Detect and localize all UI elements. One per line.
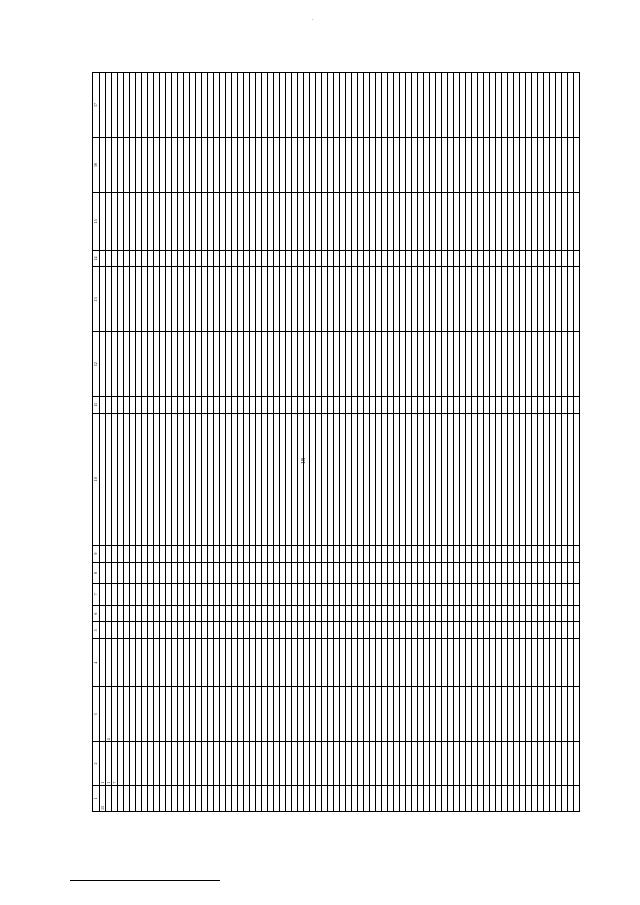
table-cell: 15 bbox=[100, 785, 106, 811]
column-number: 15 bbox=[93, 193, 100, 251]
table-cell bbox=[574, 584, 580, 606]
table-cell bbox=[574, 545, 580, 562]
rotated-table-container bbox=[92, 72, 522, 812]
table-cell bbox=[574, 73, 580, 138]
column-number: 1 bbox=[93, 785, 100, 811]
table-cell bbox=[574, 605, 580, 622]
table-cell bbox=[574, 687, 580, 742]
data-table bbox=[92, 72, 580, 812]
scan-dot-mark: · bbox=[312, 18, 314, 23]
footnote-rule bbox=[70, 880, 220, 881]
table-cell bbox=[574, 397, 580, 414]
column-number: 17 bbox=[93, 73, 100, 138]
table-cell: 7 bbox=[112, 742, 118, 785]
column-number: 7 bbox=[93, 584, 100, 606]
column-number: 11 bbox=[93, 397, 100, 414]
table-cell bbox=[574, 267, 580, 332]
column-number: 6 bbox=[93, 605, 100, 622]
column-number: 8 bbox=[93, 562, 100, 584]
column-number-row bbox=[93, 73, 100, 812]
table-cell bbox=[574, 413, 580, 545]
table-cell bbox=[574, 193, 580, 251]
column-number: 2 bbox=[93, 742, 100, 785]
column-number: 16 bbox=[93, 137, 100, 192]
column-number: 3 bbox=[93, 687, 100, 742]
table-cell bbox=[574, 562, 580, 584]
table-body bbox=[93, 73, 580, 812]
table-cell: 4 bbox=[106, 687, 112, 742]
table-cell bbox=[574, 250, 580, 267]
table-cell bbox=[574, 622, 580, 639]
table-cell: 1 bbox=[100, 742, 106, 785]
column-number: 9 bbox=[93, 545, 100, 562]
column-number: 4 bbox=[93, 639, 100, 687]
table-cell bbox=[574, 137, 580, 192]
column-number: 12 bbox=[93, 332, 100, 397]
table-cell bbox=[574, 332, 580, 397]
column-number: 14 bbox=[93, 250, 100, 267]
column-number: 5 bbox=[93, 622, 100, 639]
table-cell bbox=[574, 785, 580, 811]
table-cell bbox=[574, 639, 580, 687]
column-number: 13 bbox=[93, 267, 100, 332]
table-cell bbox=[574, 742, 580, 785]
table-row bbox=[574, 73, 580, 812]
column-number: 10 bbox=[93, 413, 100, 545]
page-number: 18 bbox=[301, 458, 307, 464]
table-cell: 1 bbox=[106, 742, 112, 785]
